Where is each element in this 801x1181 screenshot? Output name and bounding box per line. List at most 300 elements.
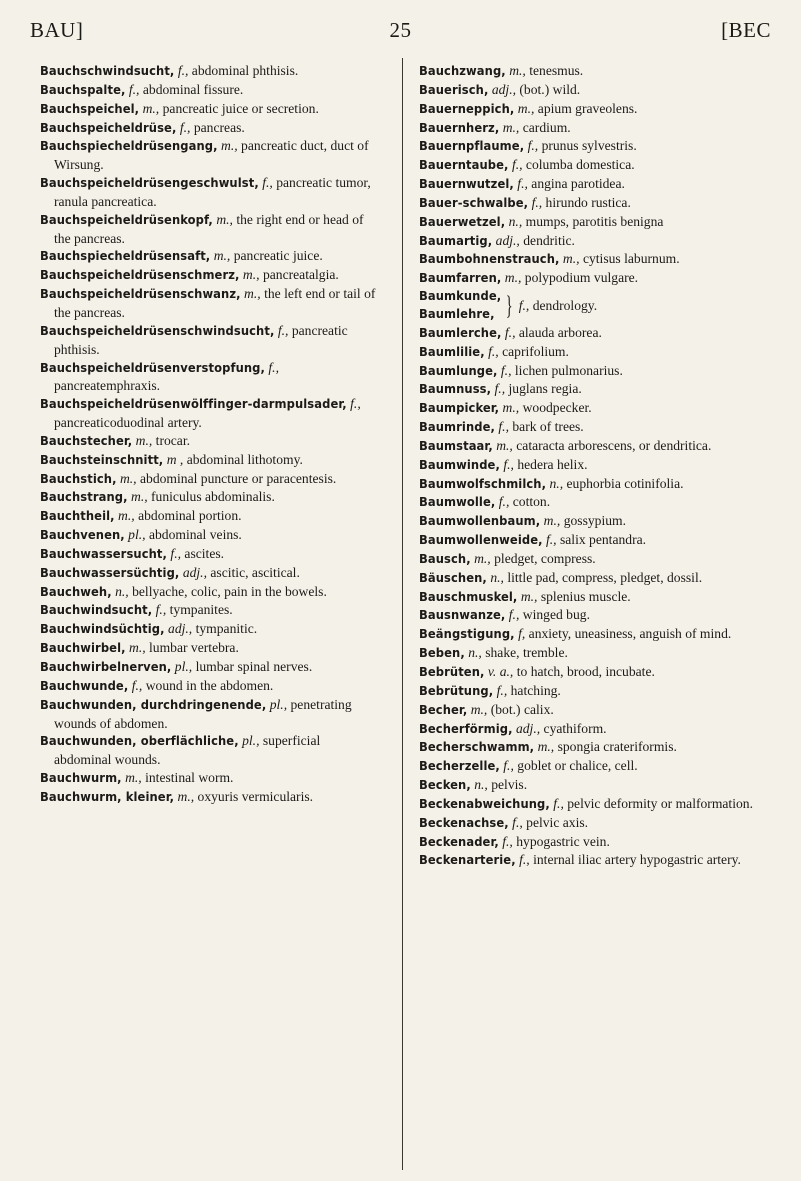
entry-headword: Beben, (419, 646, 465, 662)
entry-grammar: m., (131, 489, 148, 505)
entry-headword: Bauchwirbelnerven, (40, 660, 172, 675)
entry-grammar: f., (519, 852, 530, 868)
dictionary-entry (40, 507, 380, 526)
entry-grammar: f., (527, 138, 539, 154)
entry-headword: Baumbohnenstrauch, (419, 252, 560, 268)
entry-headword: Baumartig, (419, 233, 493, 249)
entry-grammar: n., (474, 777, 488, 793)
column-divider (402, 58, 403, 1170)
entry-headword: Bauerwetzel, (419, 214, 506, 230)
entry-headword: Bauchspeichel, (40, 101, 140, 117)
entry-translation: pancreatic duct, duct of Wirsung. (54, 138, 369, 173)
entry-grammar: f., (170, 545, 181, 561)
entry-headword: Bauchspeicheldrüsenschwindsucht, (40, 323, 275, 339)
running-head-left: BAU] (30, 18, 84, 42)
dictionary-entry (419, 814, 767, 833)
dictionary-entry (40, 137, 380, 174)
dictionary-entry (419, 682, 767, 701)
entry-translation: mumps, parotitis benigna (525, 213, 664, 229)
dictionary-entry (419, 437, 767, 456)
entry-grammar: adj., (491, 81, 516, 97)
entry-headword: Bauchwindsüchtig, (40, 622, 165, 638)
dictionary-entry (419, 776, 767, 795)
dictionary-entry (40, 119, 380, 138)
entry-translation: pancreas. (193, 119, 245, 135)
entry-headword: Baumlerche, (419, 325, 502, 341)
entry-grammar: f., (498, 494, 510, 510)
entry-translation: pancreatalgia. (262, 267, 339, 283)
entry-headword: Bausch, (419, 551, 471, 567)
entry-grammar: f., (511, 157, 523, 173)
entry-translation: cotton. (512, 494, 551, 510)
entry-grammar: m., (177, 788, 195, 804)
entry-translation: funiculus abdominalis. (151, 489, 275, 505)
entry-headword: Bauerneppich, (419, 101, 515, 117)
dictionary-entry (419, 550, 767, 569)
entry-grammar: m., (502, 400, 520, 416)
dictionary-entry (40, 247, 380, 266)
entry-grammar: f., (531, 194, 543, 210)
entry-translation: angina parotidea. (531, 176, 625, 192)
dictionary-entry (40, 432, 380, 451)
dictionary-entry (419, 663, 767, 682)
entry-translation: little pad, compress, pledget, dossil. (507, 569, 703, 585)
entry-grammar: m., (213, 248, 231, 264)
entry-headword: Bauchwunde, (40, 678, 129, 694)
entry-grammar: adj., (515, 720, 541, 736)
entry-translation: apium graveolens. (537, 100, 638, 116)
entry-translation: lichen pulmonarius. (514, 362, 623, 378)
dictionary-entry (419, 324, 767, 343)
entry-translation: pancreatic juice or secretion. (162, 100, 319, 116)
entry-grammar: f., (494, 381, 506, 397)
dictionary-entry (40, 732, 380, 769)
entry-headword: Bauchspeicheldrüsenschwanz, (40, 287, 241, 303)
entry-translation: dendritic. (523, 232, 575, 248)
entry-headword: Bauchwassersüchtig, (40, 565, 180, 581)
entry-grammar: m., (242, 267, 260, 283)
dictionary-entry (419, 738, 767, 757)
dictionary-entry (419, 625, 767, 644)
dictionary-entry (419, 493, 767, 512)
entry-headword: Bauchtheil, (40, 509, 115, 525)
entry-grammar: m., (474, 550, 491, 566)
entry-headword: Baumnuss, (419, 382, 492, 398)
entry-translation: cytisus laburnum. (582, 251, 680, 267)
entry-translation: pancreatic juice. (233, 248, 323, 264)
entry-grammar: f., (277, 322, 289, 338)
dictionary-entry (40, 395, 380, 432)
entry-translation: pancreatemphraxis. (54, 378, 161, 394)
dictionary-entry (419, 362, 767, 381)
entry-grammar: f., (262, 175, 273, 191)
dictionary-entry (419, 213, 767, 232)
dictionary-entry (419, 175, 767, 194)
entry-translation: abdominal veins. (148, 527, 242, 543)
entry-translation: salix pentandra. (559, 532, 647, 548)
entry-grammar: m., (221, 138, 238, 154)
entry-grammar: pl., (242, 733, 260, 749)
entry-headword: Bauchvenen, (40, 528, 125, 544)
entry-headword: Bauchstich, (40, 471, 117, 487)
entry-headword: Baumlilie, (419, 344, 485, 360)
entry-translation: alauda arborea. (518, 324, 602, 340)
entry-translation: cyathiform. (543, 720, 607, 736)
entry-grammar: m., (562, 251, 580, 267)
entry-grammar: f., (350, 396, 361, 412)
dictionary-entry (419, 757, 767, 776)
entry-headword: Bauchspeicheldrüsenschmerz, (40, 268, 240, 284)
entry-grammar: m., (520, 588, 538, 604)
entry-translation: ascites. (184, 545, 225, 561)
entry-headword: Bauer-schwalbe, (419, 195, 529, 211)
entry-grammar: n., (549, 475, 564, 491)
entry-grammar: f., (508, 607, 520, 623)
entry-translation: pelvic axis. (526, 814, 589, 830)
entry-headword: Bauchspalte, (40, 82, 126, 98)
entry-grammar: n., (508, 213, 523, 229)
page-number: 25 (389, 18, 412, 42)
entry-grammar: f., (498, 419, 509, 435)
entry-headword: Bauchzwang, (419, 64, 506, 79)
entry-translation: shake, tremble. (485, 645, 568, 661)
entry-headword: Beckenachse, (419, 815, 509, 831)
entry-translation: the left end or tail of the pancreas. (54, 286, 376, 320)
entry-grammar: f., (496, 682, 508, 698)
entry-grammar: v. a., (487, 664, 514, 679)
entry-headword: Bauernwutzel, (419, 177, 514, 193)
entry-translation: superficial abdominal wounds. (54, 733, 321, 768)
dictionary-entry (419, 701, 767, 720)
entry-headword: Bauchspeicheldrüse, (40, 120, 177, 136)
dictionary-entry (419, 606, 767, 625)
dictionary-entry (419, 720, 767, 739)
dictionary-entry (40, 788, 380, 807)
dictionary-entry (40, 526, 380, 545)
dictionary-entry (419, 569, 767, 588)
entry-grammar: pl., (269, 696, 288, 712)
entry-translation: winged bug. (522, 607, 590, 623)
dictionary-entry (40, 620, 380, 639)
entry-translation: abdominal puncture or paracentesis. (140, 470, 337, 486)
entry-translation: pelvis. (491, 777, 528, 793)
entry-headword: Bauchwurm, kleiner, (40, 789, 175, 805)
entry-headword: Bauernherz, (419, 120, 500, 136)
entry-headword: Bauchwunden, oberflächliche, (40, 734, 239, 750)
entry-headword: Beckenader, (419, 834, 499, 850)
entry-headword: Baumlunge, (419, 363, 498, 379)
dictionary-entry (419, 512, 767, 531)
entry-headword: Bebrütung, (419, 683, 494, 699)
entry-headword: Becken, (419, 778, 471, 794)
dictionary-entry (419, 531, 767, 550)
entry-headword: Baumfarren, (419, 271, 502, 287)
entry-headword: Baumwolle, (419, 495, 496, 511)
entry-translation: oxyuris vermicularis. (197, 788, 314, 804)
entry-translation: hypogastric vein. (516, 833, 610, 849)
dictionary-entry (40, 211, 380, 248)
entry-grammar: f., (553, 795, 564, 811)
entry-headword: Bäuschen, (419, 570, 487, 586)
dictionary-entry (40, 174, 380, 211)
entry-headword: Bauchspiecheldrüsensaft, (40, 249, 211, 265)
entry-translation: pancreatic tumor, ranula pancreatica. (54, 175, 371, 209)
entry-grammar: m., (125, 770, 142, 786)
entry-grammar: f., (268, 359, 279, 375)
entry-grammar: f., (503, 758, 514, 774)
dictionary-entry (419, 137, 767, 156)
entry-grammar: pl., (128, 527, 146, 543)
right-column (419, 62, 767, 870)
entry-translation: hatching. (510, 682, 561, 698)
entry-headword: Bauschmuskel, (419, 589, 518, 605)
entry-grammar: m., (118, 508, 135, 524)
entry-headword: Baumpicker, (419, 401, 500, 417)
entry-grammar: adj., (495, 232, 520, 248)
entry-translation: gossypium. (563, 513, 627, 529)
entry-grammar: m., (142, 100, 160, 116)
dictionary-entry (40, 359, 380, 396)
entry-headword: Bauchstrang, (40, 490, 128, 506)
entry-grammar: m , (166, 451, 184, 467)
entry-headword: Bauerntaube, (419, 158, 509, 174)
entry-translation: pledget, compress. (494, 550, 596, 566)
entry-headword: Bauchspeicheldrüsengeschwulst, (40, 176, 259, 192)
brace-symbol: } (506, 290, 513, 320)
entry-grammar: n., (490, 569, 504, 585)
entry-headword: Bauchspeicheldrüsenkopf, (40, 212, 213, 228)
entry-headword: Bauchwunden, durchdringenende, (40, 697, 267, 713)
dictionary-entry (40, 601, 380, 620)
left-column (40, 62, 380, 807)
entry-translation: euphorbia cotinifolia. (566, 475, 684, 491)
entry-headword: Becherschwamm, (419, 740, 535, 756)
dictionary-entry (419, 418, 767, 437)
entry-translation: (bot.) wild. (519, 81, 581, 97)
entry-grammar: m., (509, 63, 526, 78)
entry-grammar: f., (512, 814, 523, 830)
dictionary-entry (40, 639, 380, 658)
entry-headword: Bauchwurm, (40, 771, 122, 787)
entry-headword: Becherzelle, (419, 759, 500, 775)
entry-headword: Bauchspeicheldrüsenverstopfung, (40, 360, 265, 376)
entry-headword: Bebrüten, (419, 665, 485, 680)
entry-grammar: f., (179, 119, 191, 135)
entry-translation: pancreatic phthisis. (54, 322, 348, 357)
entry-grammar: m., (119, 470, 137, 486)
dictionary-entry (40, 470, 380, 489)
entry-translation: goblet or chalice, cell. (517, 758, 638, 774)
entry-grammar: n., (115, 583, 129, 599)
entry-grammar: f., (502, 833, 513, 849)
entry-headword: Baumstaar, (419, 438, 493, 454)
entry-translation: lumbar vertebra. (149, 640, 239, 656)
entry-grammar: adj., (182, 564, 207, 580)
entry-grammar: f., (504, 324, 516, 340)
dictionary-entry (40, 322, 380, 359)
entry-grammar: m., (216, 211, 233, 227)
dictionary-entry (419, 100, 767, 119)
entry-headword: Bauerisch, (419, 82, 489, 98)
entry-translation: bellyache, colic, pain in the bowels. (132, 583, 327, 599)
entry-translation: woodpecker. (522, 400, 592, 416)
entry-translation: pancreaticoduodinal artery. (54, 415, 202, 431)
entry-translation: cardium. (522, 119, 571, 135)
dictionary-entry (419, 269, 767, 288)
entry-translation: the right end or head of the pancreas. (54, 211, 364, 246)
entry-grammar: m., (129, 640, 146, 656)
entry-translation: columba domestica. (525, 157, 635, 173)
dictionary-entry (40, 769, 380, 788)
entry-headword: Bauchwirbel, (40, 641, 126, 657)
entry-grammar: m., (244, 286, 261, 302)
dictionary-entry (419, 456, 767, 475)
dictionary-entry (40, 677, 380, 696)
dictionary-entry (40, 488, 380, 507)
dictionary-entry (40, 100, 380, 119)
dictionary-entry (419, 62, 767, 81)
entry-translation: splenius muscle. (540, 588, 631, 604)
entry-translation: abdominal fissure. (142, 81, 244, 97)
entry-grammar: m., (504, 270, 522, 286)
entry-translation: internal iliac artery hypogastric artery. (533, 852, 741, 868)
dictionary-entry (40, 545, 380, 564)
entry-headword: Becher, (419, 702, 468, 718)
entry-headword: Bauchsteinschnitt, (40, 452, 164, 468)
entry-grammar: adj., (168, 621, 193, 637)
dictionary-entry (40, 564, 380, 583)
dictionary-entry (40, 696, 380, 733)
entry-translation: bark of trees. (512, 419, 584, 435)
entry-headword: Beckenabweichung, (419, 796, 550, 812)
dictionary-entry (40, 266, 380, 285)
dictionary-entry (40, 285, 380, 322)
entry-headword: Becherförmig, (419, 721, 513, 737)
entry-headword: Bauchstecher, (40, 433, 133, 449)
dictionary-entry (419, 644, 767, 663)
entry-translation: penetrating wounds of abdomen. (54, 696, 352, 731)
entry-translation: polypodium vulgare. (524, 270, 639, 286)
entry-grammar: f., (131, 677, 143, 693)
dictionary-entry (419, 588, 767, 607)
entry-headword: Bauchweh, (40, 584, 112, 600)
dictionary-entry (419, 833, 767, 852)
entry-translation: cataracta arborescens, or dendritica. (516, 437, 712, 453)
entry-grammar: f., (128, 81, 140, 97)
entry-translation: abdominal lithotomy. (186, 451, 303, 467)
entry-grammar: f., (500, 362, 512, 378)
entry-translation: spongia crateriformis. (557, 739, 677, 755)
entry-translation: wound in the abdomen. (145, 677, 274, 693)
running-head-right: [BEC (721, 18, 771, 42)
dictionary-entry (419, 475, 767, 494)
dictionary-entry (419, 81, 767, 100)
entry-headword: Bausnwanze, (419, 608, 506, 624)
entry-translation: intestinal worm. (145, 770, 234, 786)
dictionary-entry (419, 795, 767, 814)
entry-translation: dendrology. (532, 298, 598, 314)
entry-headword: Bauchspeicheldrüsenwölffinger-darmpulsader, (40, 397, 347, 413)
dictionary-entry (419, 380, 767, 399)
dictionary-entry (419, 399, 767, 418)
entry-translation: tympanites. (169, 602, 233, 618)
entry-headword: Bauchwindsucht, (40, 603, 153, 619)
entry-headword: Bauchspiecheldrüsengang, (40, 139, 218, 155)
entry-grammar: n., (468, 645, 482, 661)
entry-grammar: m., (502, 119, 520, 135)
entry-translation: juglans regia. (508, 381, 582, 397)
dictionary-entry (419, 343, 767, 362)
entry-translation: lumbar spinal nerves. (195, 659, 313, 674)
entry-headword: Bauchschwindsucht, (40, 64, 175, 79)
entry-translation: caprifolium. (502, 343, 569, 359)
entry-grammar: m., (496, 437, 513, 453)
entry-grammar: f, (518, 626, 526, 642)
entry-grammar: f., (177, 63, 189, 78)
entry-translation: pelvic deformity or malformation. (567, 795, 753, 811)
entry-grammar: f., (517, 176, 528, 192)
entry-headword: Bauernpflaume, (419, 139, 525, 155)
entry-translation: trocar. (155, 432, 191, 448)
dictionary-entry (40, 62, 380, 81)
entry-translation: (bot.) calix. (490, 701, 554, 717)
entry-grammar: f., (503, 456, 514, 472)
entry-translation: prunus sylvestris. (541, 138, 637, 154)
entry-headword: Baumwollenbaum, (419, 514, 541, 530)
entry-translation: to hatch, brood, incubate. (516, 664, 655, 679)
dictionary-entry (419, 232, 767, 251)
entry-grammar: m., (543, 513, 561, 529)
entry-translation: anxiety, uneasiness, anguish of mind. (528, 626, 732, 642)
dictionary-entry (40, 451, 380, 470)
entry-headword: Beckenarterie, (419, 853, 516, 869)
entry-translation: abdominal portion. (138, 508, 242, 524)
entry-headword: Baumwinde, (419, 457, 500, 473)
dictionary-entry (40, 583, 380, 602)
entry-grammar: f., (488, 343, 499, 359)
dictionary-entry (419, 194, 767, 213)
entry-headword: Baumlehre, (419, 306, 495, 322)
dictionary-entry (419, 250, 767, 269)
dictionary-entry (419, 851, 767, 870)
entry-translation: abdominal phthisis. (191, 63, 299, 78)
running-head (30, 18, 771, 50)
entry-headword: Baumwolfschmilch, (419, 476, 547, 492)
entry-grammar: f., (518, 298, 530, 314)
dictionary-entry (40, 81, 380, 100)
entry-translation: tenesmus. (529, 63, 584, 78)
entry-grammar: f., (546, 532, 557, 548)
entry-headword: Baumkunde, (419, 289, 502, 305)
entry-headword: Baumrinde, (419, 420, 495, 436)
entry-headword: Baumwollenweide, (419, 533, 543, 549)
entry-grammar: pl., (174, 659, 193, 674)
entry-grammar: f., (155, 602, 167, 618)
entry-translation: ascitic, ascitical. (210, 564, 300, 580)
entry-grammar: m., (517, 100, 535, 116)
entry-translation: tympanitic. (195, 621, 258, 637)
dictionary-entry (419, 119, 767, 138)
entry-headword: Beängstigung, (419, 627, 515, 643)
entry-translation: hirundo rustica. (545, 194, 631, 210)
entry-grammar: m., (470, 701, 488, 717)
entry-grammar: m., (135, 432, 153, 448)
dictionary-entry (419, 156, 767, 175)
dictionary-entry-brace (419, 288, 767, 324)
entry-translation: hedera helix. (517, 456, 588, 472)
entry-headword: Bauchwassersucht, (40, 546, 168, 562)
dictionary-entry (40, 658, 380, 677)
